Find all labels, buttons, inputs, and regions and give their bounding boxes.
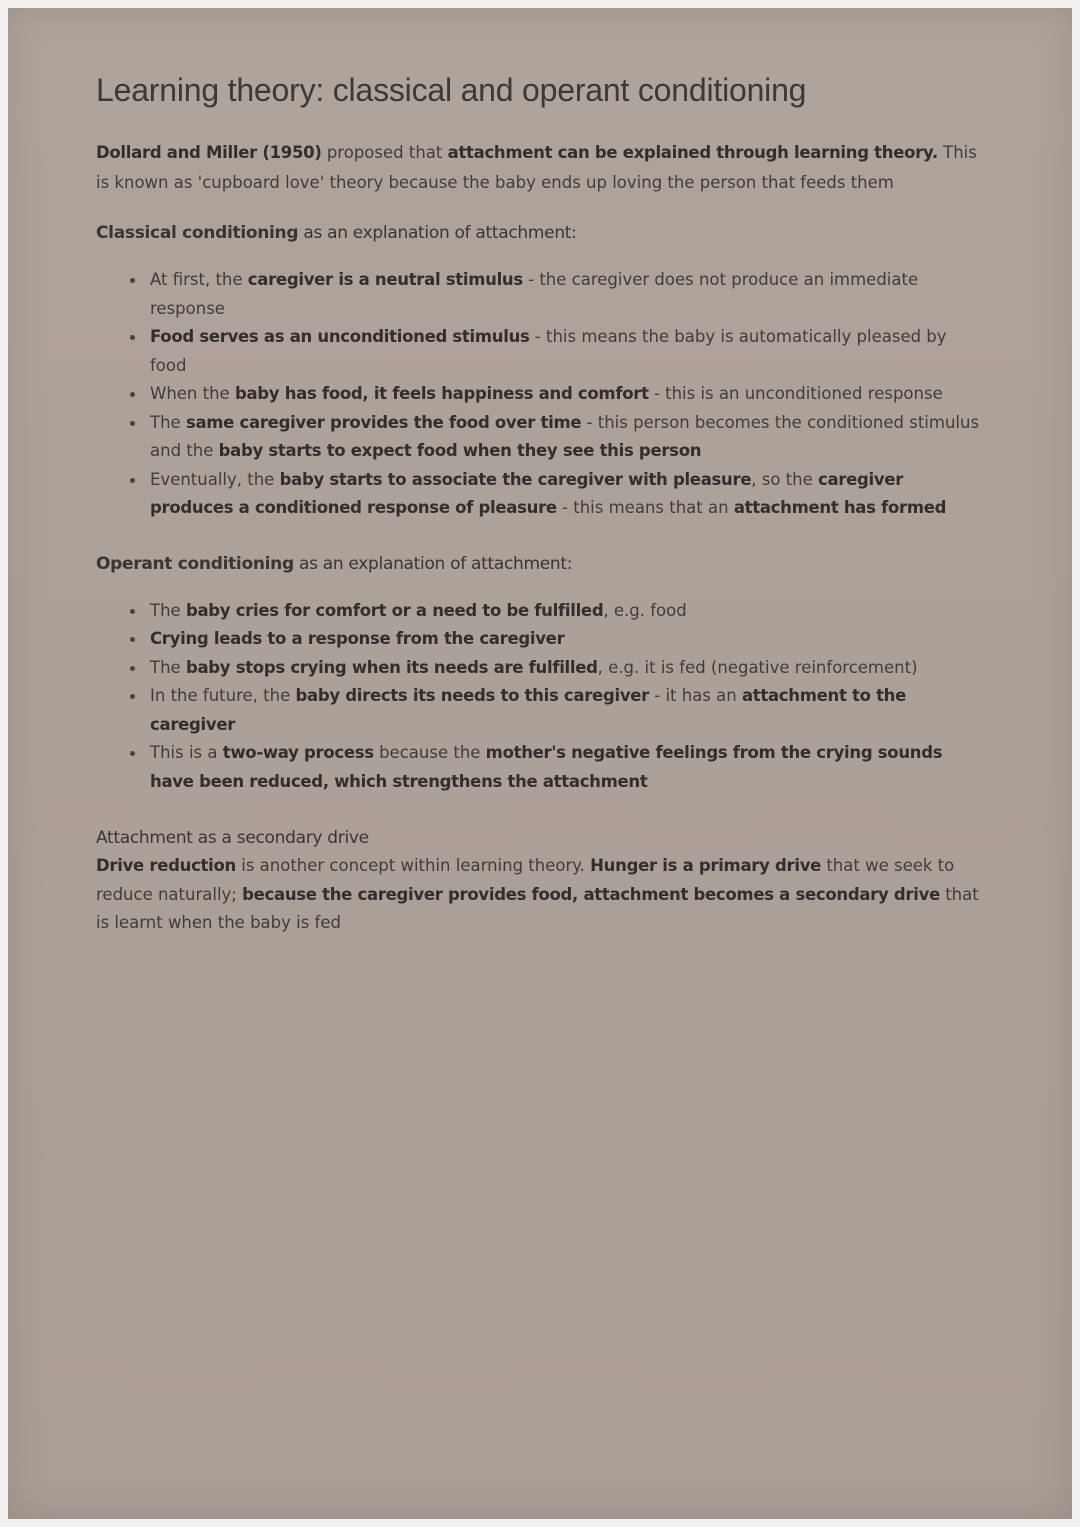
item-bold: attachment to the caregiver [150, 686, 906, 734]
drive-bold-3: because the caregiver provides food, attachment becomes a secondary drive [242, 884, 940, 904]
intro-paragraph [96, 138, 996, 198]
intro-bold-1: Dollard and Miller (1950) [96, 143, 322, 162]
item-text: - this means the baby is automatically pleased by food [150, 327, 947, 375]
item-text: - this means that an [556, 498, 734, 517]
item-text: In the future, the [150, 686, 296, 705]
classical-list [96, 266, 996, 523]
item-text: Eventually, the [150, 469, 280, 489]
drive-text-1: is another concept within learning theory. [235, 856, 591, 875]
drive-bold-2: Hunger is a primary drive [590, 856, 822, 875]
list-item [150, 466, 996, 523]
list-item [150, 266, 996, 323]
bullet-dot-icon [130, 421, 135, 426]
list-item [150, 625, 996, 654]
item-text: The [150, 657, 186, 677]
document-content [96, 70, 996, 938]
item-text: This is a [150, 743, 223, 762]
drive-heading: Attachment as a secondary drive [96, 828, 369, 848]
item-bold: caregiver is a neutral stimulus [247, 270, 523, 289]
item-text: , so the [751, 469, 818, 489]
classical-heading [96, 220, 996, 246]
list-item [150, 739, 996, 796]
classical-heading-bold: Classical conditioning [96, 223, 299, 243]
item-text: , e.g. food [603, 600, 687, 620]
item-text: At first, the [150, 270, 248, 289]
item-bold: two-way process [222, 743, 374, 762]
list-item [150, 597, 996, 626]
item-bold: Crying leads to a response from the caregiver [150, 629, 565, 648]
operant-heading [96, 551, 996, 577]
page-title: Learning theory: classical and operant conditioning [96, 72, 807, 108]
item-bold: baby directs its needs to this caregiver [295, 686, 649, 705]
bullet-dot-icon [130, 694, 135, 699]
item-text: , e.g. it is fed (negative reinforcement) [597, 657, 918, 677]
intro-bold-2: attachment can be explained through learning theory. [447, 143, 938, 162]
operant-heading-rest: as an explanation of attachment: [293, 553, 573, 574]
item-text: When the [150, 384, 235, 403]
item-bold: baby has food, it feels happiness and comfort [234, 384, 649, 403]
bullet-dot-icon [130, 278, 135, 283]
item-bold: baby stops crying when its needs are fulfilled [185, 657, 598, 677]
list-item [150, 654, 996, 683]
drive-paragraph [96, 852, 996, 938]
item-text: - it has an [649, 686, 742, 705]
list-item [150, 380, 996, 409]
item-bold: baby starts to expect food when they see this person [218, 441, 702, 460]
bullet-dot-icon [130, 478, 135, 483]
bullet-dot-icon [130, 751, 135, 756]
item-text: - this person becomes the conditioned stimulus and the [150, 412, 980, 460]
item-bold: mother's negative feelings from the crying sounds have been reduced, which strengthens the attachment [150, 743, 943, 791]
bullet-dot-icon [130, 637, 135, 642]
item-bold: caregiver produces a conditioned response of pleasure [150, 469, 904, 517]
item-bold: baby cries for comfort or a need to be fulfilled [185, 600, 604, 620]
list-item [150, 409, 996, 466]
classical-heading-rest: as an explanation of attachment: [298, 223, 577, 243]
bullet-dot-icon [130, 335, 135, 340]
paper-sheet [8, 8, 1072, 1519]
bullet-dot-icon [130, 392, 135, 397]
intro-text-1: proposed that [321, 143, 448, 162]
item-text: The [150, 412, 186, 432]
item-bold: baby starts to associate the caregiver with pleasure [279, 469, 752, 489]
item-bold: same caregiver provides the food over time [185, 412, 582, 432]
intro-text-2: This is known as 'cupboard love' theory because the baby ends up loving the person that feeds them [96, 143, 977, 192]
item-bold: attachment has formed [733, 498, 947, 517]
drive-text-2: that we seek to reduce naturally; [96, 856, 955, 904]
bullet-dot-icon [130, 666, 135, 671]
item-bold: Food serves as an unconditioned stimulus [150, 327, 530, 346]
item-text: The [150, 600, 186, 620]
operant-list [96, 597, 996, 797]
drive-bold-1: Drive reduction [96, 856, 236, 875]
item-text: - this is an unconditioned response [648, 384, 943, 403]
bullet-dot-icon [130, 609, 135, 614]
list-item [150, 682, 996, 739]
list-item [150, 323, 996, 380]
item-text: because the [373, 743, 486, 762]
drive-text-3: that is learnt when the baby is fed [96, 884, 979, 932]
operant-heading-bold: Operant conditioning [96, 553, 294, 574]
item-text: - the caregiver does not produce an immediate response [150, 270, 919, 318]
